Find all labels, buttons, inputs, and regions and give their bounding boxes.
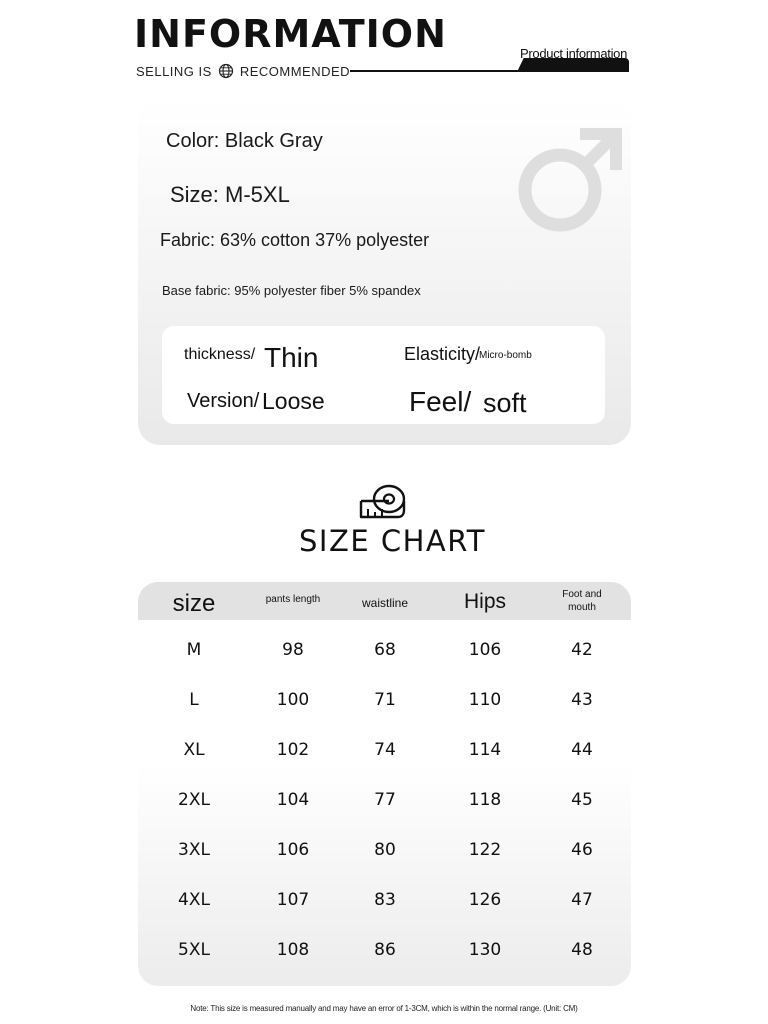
table-cell: 43 bbox=[571, 690, 593, 710]
table-cell: 47 bbox=[571, 890, 593, 910]
table-cell: 4XL bbox=[178, 890, 210, 910]
thickness-label: thickness/ bbox=[184, 346, 256, 363]
feel-label: Feel/ bbox=[409, 386, 472, 417]
globe-icon bbox=[218, 63, 234, 79]
table-row bbox=[138, 940, 631, 964]
table-cell: 126 bbox=[468, 890, 502, 910]
elasticity-label: Elasticity/ bbox=[404, 344, 481, 364]
th-hips: Hips bbox=[463, 590, 507, 613]
thickness-value: Thin bbox=[264, 342, 319, 373]
table-cell: L bbox=[189, 690, 199, 710]
table-cell: 118 bbox=[468, 790, 502, 810]
table-cell: 106 bbox=[468, 640, 502, 660]
table-cell: 106 bbox=[276, 840, 310, 860]
table-row bbox=[138, 890, 631, 914]
table-cell: 45 bbox=[571, 790, 593, 810]
table-cell: 107 bbox=[276, 890, 310, 910]
measurement-note: Note: This size is measured manually and may have an error of 1-3CM, which is within the normal range. (Unit: CM) bbox=[190, 1004, 578, 1013]
size-chart-title: SIZE CHART bbox=[299, 524, 487, 558]
table-cell: 83 bbox=[374, 890, 396, 910]
base-fabric-spec: Base fabric: 95% polyester fiber 5% spandex bbox=[162, 283, 421, 298]
table-row bbox=[138, 740, 631, 764]
subtitle-left: SELLING IS bbox=[136, 63, 212, 79]
table-cell: 108 bbox=[276, 940, 310, 960]
male-symbol-icon bbox=[516, 128, 622, 234]
version-label: Version/ bbox=[187, 390, 260, 412]
subtitle-right: RECOMMENDED bbox=[239, 63, 351, 79]
elasticity-value: Micro-bomb bbox=[479, 350, 532, 361]
table-cell: 86 bbox=[374, 940, 396, 960]
table-cell: 77 bbox=[374, 790, 396, 810]
table-cell: 46 bbox=[571, 840, 593, 860]
table-cell: 102 bbox=[276, 740, 310, 760]
fabric-spec: Fabric: 63% cotton 37% polyester bbox=[160, 230, 430, 250]
table-cell: 2XL bbox=[178, 790, 210, 810]
feel-value: soft bbox=[483, 388, 527, 418]
table-cell: 98 bbox=[282, 640, 304, 660]
th-size: size bbox=[172, 590, 216, 617]
table-cell: 130 bbox=[468, 940, 502, 960]
table-cell: 122 bbox=[468, 840, 502, 860]
color-spec: Color: Black Gray bbox=[166, 130, 323, 152]
table-cell: 114 bbox=[468, 740, 502, 760]
th-foot-and-mouth: Foot and mouth bbox=[562, 589, 602, 613]
table-row bbox=[138, 790, 631, 814]
table-cell: 5XL bbox=[178, 940, 210, 960]
table-cell: XL bbox=[183, 740, 205, 760]
table-cell: 3XL bbox=[178, 840, 210, 860]
table-cell: 104 bbox=[276, 790, 310, 810]
table-cell: 44 bbox=[571, 740, 593, 760]
table-cell: 100 bbox=[276, 690, 310, 710]
header-subtitle bbox=[136, 63, 350, 79]
table-cell: M bbox=[186, 640, 202, 660]
table-cell: 68 bbox=[374, 640, 396, 660]
table-row bbox=[138, 690, 631, 714]
th-waistline: waistline bbox=[361, 596, 409, 610]
size-spec: Size: M-5XL bbox=[170, 182, 290, 207]
table-cell: 42 bbox=[571, 640, 593, 660]
table-cell: 48 bbox=[571, 940, 593, 960]
table-cell: 80 bbox=[374, 840, 396, 860]
page-title: INFORMATION bbox=[134, 12, 447, 56]
table-row bbox=[138, 840, 631, 864]
product-info-label: Product information bbox=[520, 46, 628, 61]
table-cell: 110 bbox=[468, 690, 502, 710]
measuring-tape-icon bbox=[358, 483, 408, 521]
version-value: Loose bbox=[262, 388, 325, 414]
size-table bbox=[138, 582, 631, 986]
table-cell: 74 bbox=[374, 740, 396, 760]
table-cell: 71 bbox=[374, 690, 396, 710]
table-row bbox=[138, 640, 631, 664]
th-pants-length: pants length bbox=[265, 594, 321, 605]
